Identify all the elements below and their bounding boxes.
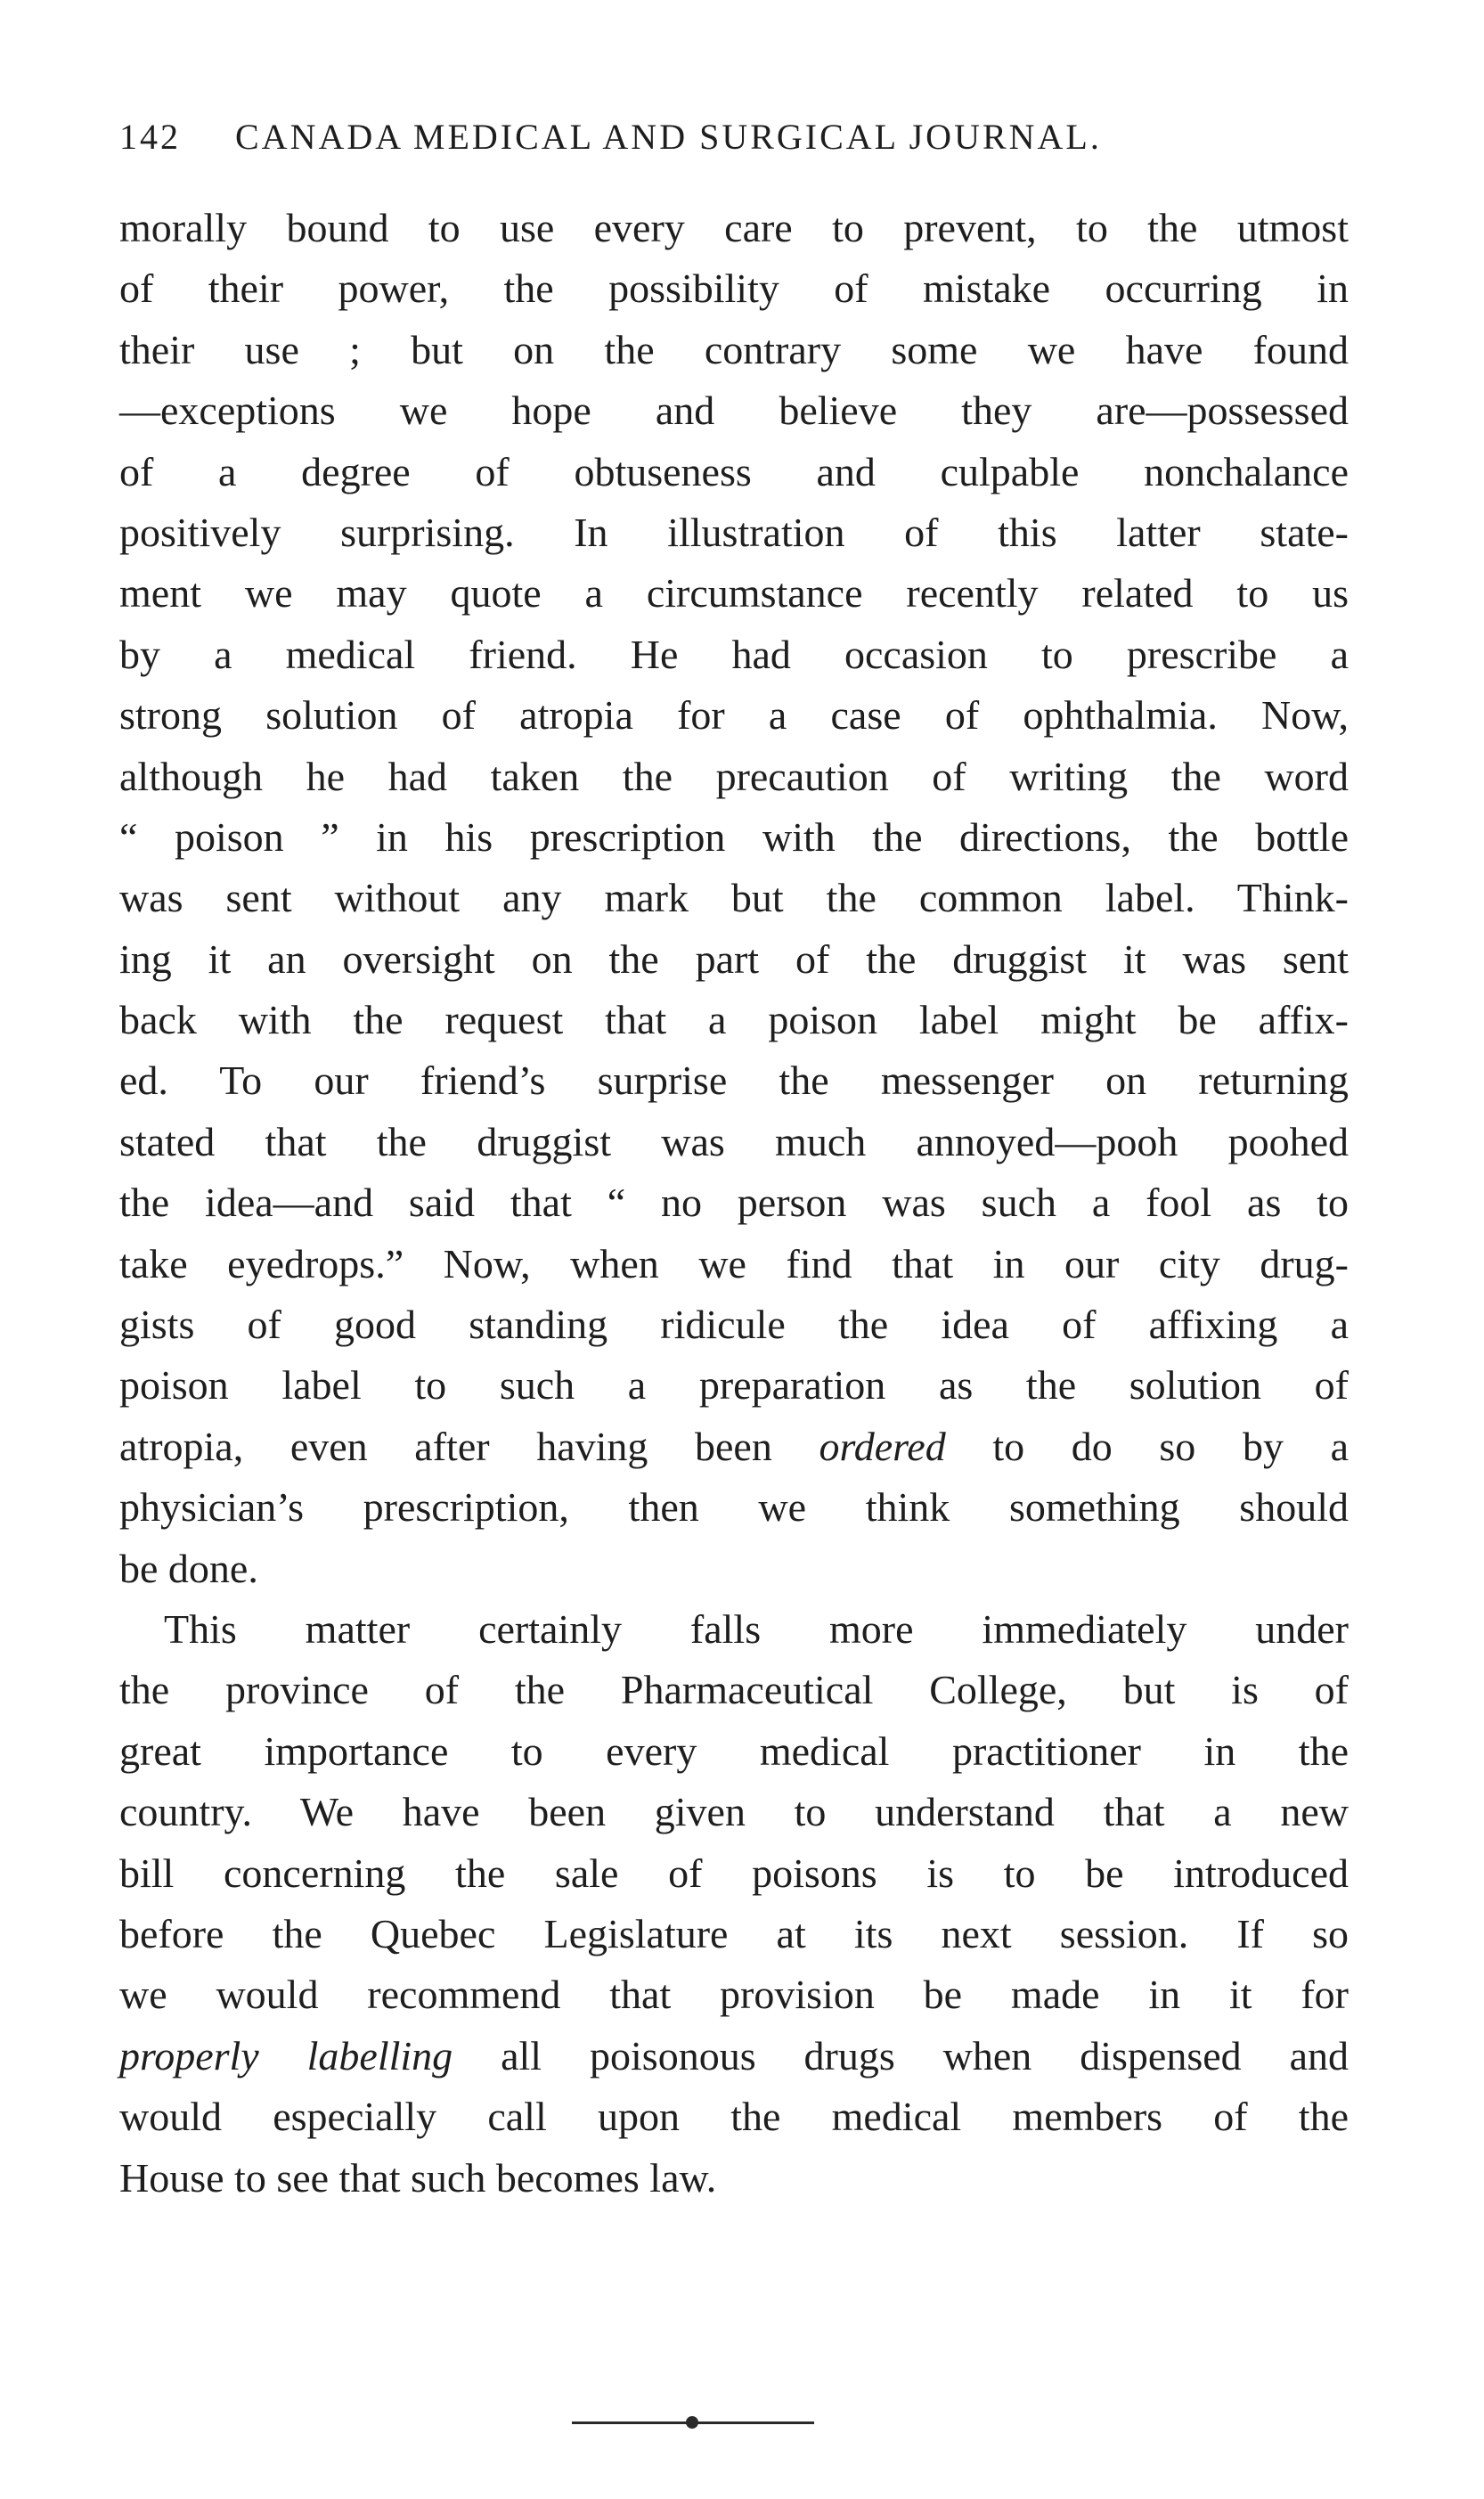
text-line: bill concerning the sale of poisons is to be introduced: [119, 1850, 1349, 1896]
running-head: [119, 116, 1349, 169]
text-line: “ poison ” in his prescription with the directions, the bottle: [119, 813, 1349, 860]
text-line: of their power, the possibility of mistake occurring in: [119, 265, 1349, 312]
text-line: strong solution of atropia for a case of ophthalmia. Now,: [119, 692, 1349, 739]
text-line: stated that the druggist was much annoyed—pooh poohed: [119, 1118, 1349, 1164]
text-line: the idea—and said that “ no person was such a fool as to: [119, 1180, 1349, 1226]
text-fragment: all poisonous drugs when dispensed and: [453, 2032, 1349, 2078]
text-line: be done.: [119, 1545, 258, 1591]
text-line: positively surprising. In illustration of this latter state-: [119, 509, 1349, 555]
text-line: the province of the Pharmaceutical College, but is of: [119, 1667, 1349, 1713]
text-line: physician’s prescription, then we think something should: [119, 1484, 1349, 1531]
text-line: great importance to every medical practitioner in the: [119, 1727, 1349, 1774]
paragraph-1: [119, 198, 1349, 1599]
text-line: This matter certainly falls more immediately under: [164, 1605, 1349, 1652]
text-line: poison label to such a preparation as the solution of: [119, 1362, 1349, 1409]
text-line: —exceptions we hope and believe they are—possessed: [119, 388, 1349, 434]
text-line: gists of good standing ridicule the idea of affixing a: [119, 1302, 1349, 1348]
text-line: of a degree of obtuseness and culpable nonchalance: [119, 448, 1349, 494]
text-line: back with the request that a poison label might be affix-: [119, 997, 1349, 1043]
text-line: [119, 1417, 1349, 1477]
text-line: although he had taken the precaution of writing the word: [119, 753, 1349, 799]
text-fragment: to do so by a: [945, 1423, 1349, 1469]
text-line: take eyedrops.” Now, when we find that in our city drug-: [119, 1240, 1349, 1286]
document-page: [119, 0, 1358, 2499]
text-line: ing it an oversight on the part of the druggist it was sent: [119, 935, 1349, 982]
text-line: country. We have been given to understand that a new: [119, 1789, 1349, 1835]
text-line: was sent without any mark but the common label. Think-: [119, 875, 1349, 921]
text-line: [119, 2026, 1349, 2087]
text-line: morally bound to use every care to prevent, to the utmost: [119, 205, 1349, 250]
text-line: by a medical friend. He had occasion to prescribe a: [119, 631, 1349, 677]
text-line: before the Quebec Legislature at its next session. If so: [119, 1910, 1349, 1956]
text-line: their use ; but on the contrary some we have found: [119, 326, 1349, 372]
emphasis-ordered: ordered: [819, 1423, 946, 1469]
text-line: ment we may quote a circumstance recently related to us: [119, 570, 1349, 617]
text-line: ed. To our friend’s surprise the messenger on returning: [119, 1058, 1349, 1104]
text-fragment: atropia, even after having been: [119, 1423, 819, 1469]
page-number: 142: [119, 117, 181, 157]
article-body: [119, 198, 1349, 2209]
emphasis-properly-labelling: properly labelling: [119, 2032, 453, 2078]
paragraph-2: [119, 1599, 1349, 2209]
text-line: we would recommend that provision be made in it for: [119, 1972, 1349, 2018]
text-line: would especially call upon the medical members of the: [119, 2094, 1349, 2140]
text-line: House to see that such becomes law.: [119, 2154, 717, 2201]
journal-title: CANADA MEDICAL AND SURGICAL JOURNAL.: [235, 117, 1102, 157]
rule-ornament: [686, 2416, 698, 2429]
